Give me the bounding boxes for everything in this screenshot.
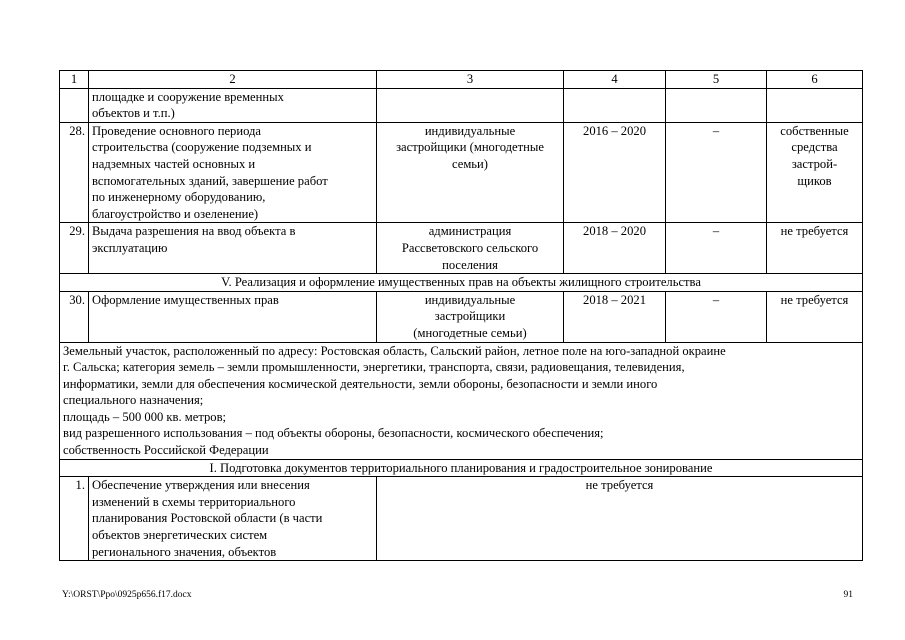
text-line: Земельный участок, расположенный по адресу: Ростовская область, Сальский район, летное поле на юго-западной окраине <box>63 343 726 358</box>
text-line: поселения <box>442 257 498 272</box>
text-line: площадь – 500 000 кв. метров; <box>63 409 227 424</box>
text-line: строительства (сооружение подземных и <box>92 140 312 155</box>
text-line: Проведение основного периода <box>92 123 262 138</box>
text-line: (многодетные семьи) <box>413 325 527 340</box>
land-plot-row <box>60 342 863 459</box>
source-cell: не требуется <box>767 291 863 342</box>
period-cell: 2016 – 2020 <box>564 122 666 223</box>
text-line: объектов и т.п.) <box>92 106 175 121</box>
section-row <box>60 274 863 292</box>
text-line: собственные <box>780 123 849 138</box>
source-cell <box>767 122 863 223</box>
header-cell: 2 <box>89 71 377 89</box>
text-line: изменений в схемы территориального <box>92 494 296 509</box>
work-cell <box>89 122 377 223</box>
work-cell <box>89 88 377 122</box>
text-line: застройщики (многодетные <box>396 140 544 155</box>
period-cell <box>564 88 666 122</box>
executor-cell <box>377 291 564 342</box>
cost-cell <box>666 88 767 122</box>
table-row <box>60 88 863 122</box>
executor-cell <box>377 223 564 274</box>
text-line: благоустройство и озеленение) <box>92 206 259 221</box>
row-number-cell <box>60 88 89 122</box>
text-line: индивидуальные <box>424 292 516 307</box>
text-line: объектов энергетических систем <box>92 528 268 543</box>
header-cell: 1 <box>60 71 89 89</box>
text-line: собственность Российской Федерации <box>63 443 269 458</box>
row-number: 1. <box>60 477 89 561</box>
text-line: по инженерному оборудованию, <box>92 190 266 205</box>
text-line: Обеспечение утверждения или внесения <box>92 478 310 493</box>
measures-table <box>59 70 863 561</box>
cost-cell: – <box>666 223 767 274</box>
page-number: 91 <box>843 590 853 600</box>
footer-file-path: Y:\ORST\Ppo\0925p656.f17.docx <box>62 590 192 600</box>
text-line: Выдача разрешения на ввод объекта в <box>92 224 296 239</box>
land-plot-description <box>60 342 863 459</box>
text-line: застрой- <box>791 156 838 171</box>
work-cell <box>89 291 377 342</box>
source-cell: не требуется <box>767 223 863 274</box>
text-line: специального назначения; <box>63 393 204 408</box>
text-line: информатики, земли для обеспечения космической деятельности, земли обороны, безопасности и земли иного <box>63 376 658 391</box>
section-heading: I. Подготовка документов территориального планирования и градостроительное зонирование <box>60 459 863 477</box>
executor-cell <box>377 122 564 223</box>
cost-cell: – <box>666 122 767 223</box>
cost-cell: – <box>666 291 767 342</box>
executor-cell <box>377 88 564 122</box>
row-number: 29. <box>60 223 89 274</box>
text-line: г. Сальска; категория земель – земли промышленности, энергетики, транспорта, связи, радиовещания, телевидения, <box>63 360 685 375</box>
text-line: вид разрешенного использования – под объекты обороны, безопасности, космического обеспечения; <box>63 426 604 441</box>
row-number: 28. <box>60 122 89 223</box>
text-line: администрация <box>428 224 512 239</box>
row-number: 30. <box>60 291 89 342</box>
work-cell <box>89 477 377 561</box>
section-row <box>60 459 863 477</box>
header-cell: 3 <box>377 71 564 89</box>
note-cell: не требуется <box>377 477 863 561</box>
text-line: Оформление имущественных прав <box>92 292 279 307</box>
header-cell: 4 <box>564 71 666 89</box>
header-row <box>60 71 863 89</box>
text-line: площадке и сооружение временных <box>92 89 284 104</box>
text-line: надземных частей основных и <box>92 156 256 171</box>
period-cell: 2018 – 2021 <box>564 291 666 342</box>
header-cell: 5 <box>666 71 767 89</box>
text-line: эксплуатацию <box>92 240 168 255</box>
text-line: вспомогательных зданий, завершение работ <box>92 173 328 188</box>
text-line: Рассветовского сельского <box>401 240 539 255</box>
table-row <box>60 223 863 274</box>
period-cell: 2018 – 2020 <box>564 223 666 274</box>
text-line: застройщики <box>434 309 506 324</box>
text-line: планирования Ростовской области (в части <box>92 511 323 526</box>
text-line: регионального значения, объектов <box>92 544 277 559</box>
text-line: средства <box>791 140 838 155</box>
section-heading: V. Реализация и оформление имущественных прав на объекты жилищного строительства <box>60 274 863 292</box>
source-cell <box>767 88 863 122</box>
work-cell <box>89 223 377 274</box>
text-line: индивидуальные <box>424 123 516 138</box>
text-line: щиков <box>797 173 832 188</box>
table-row <box>60 291 863 342</box>
header-cell: 6 <box>767 71 863 89</box>
text-line: семьи) <box>452 156 488 171</box>
table-row <box>60 122 863 223</box>
table-row <box>60 477 863 561</box>
